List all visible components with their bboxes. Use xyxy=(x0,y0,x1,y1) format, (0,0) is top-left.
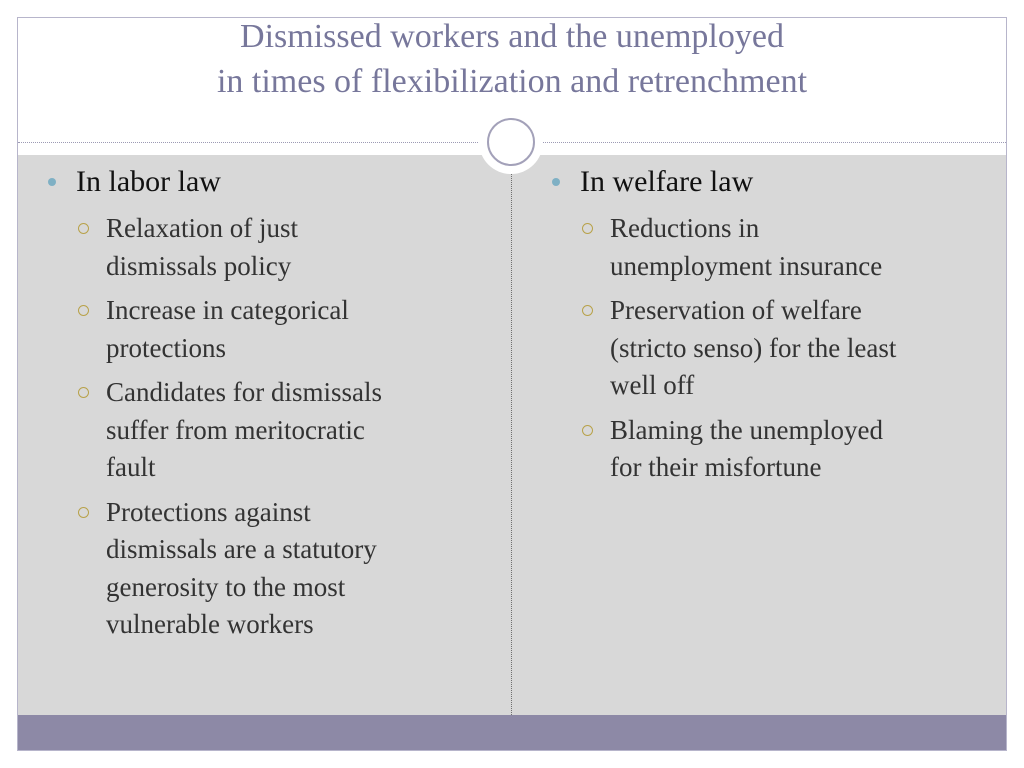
hollow-circle-icon xyxy=(78,387,89,398)
column-divider xyxy=(511,172,512,715)
footer-bar xyxy=(18,715,1006,750)
right-column xyxy=(544,162,1000,494)
left-column xyxy=(40,162,502,651)
left-item-list xyxy=(40,210,502,644)
list-item-text: Increase in categorical protections xyxy=(106,295,349,363)
right-heading-label: In welfare law xyxy=(580,165,754,198)
bullet-dot-icon xyxy=(48,178,56,186)
list-item xyxy=(544,412,1000,487)
list-item xyxy=(40,292,502,367)
list-item-text: Protections against dismissals are a statutory generosity to the most vulnerable workers xyxy=(106,496,377,639)
hollow-circle-icon xyxy=(78,507,89,518)
list-item-text: Blaming the unemployed for their misfortune xyxy=(610,414,883,482)
list-item xyxy=(544,292,1000,405)
list-item xyxy=(544,210,1000,285)
list-item xyxy=(40,210,502,285)
left-heading xyxy=(40,162,502,202)
left-heading-label: In labor law xyxy=(76,165,221,198)
list-item xyxy=(40,494,502,644)
hollow-circle-icon xyxy=(582,223,593,234)
slide-title: Dismissed workers and the unemployed in times of flexibilization and retrenchment xyxy=(216,18,808,100)
list-item-text: Relaxation of just dismissals policy xyxy=(106,213,298,281)
list-item xyxy=(40,374,502,487)
hollow-circle-icon xyxy=(78,305,89,316)
bullet-dot-icon xyxy=(552,178,560,186)
hollow-circle-icon xyxy=(582,425,593,436)
hollow-circle-icon xyxy=(582,305,593,316)
list-item-text: Candidates for dismissals suffer from meritocratic fault xyxy=(106,377,382,482)
list-item-text: Preservation of welfare (stricto senso) for the least well off xyxy=(610,295,897,400)
hollow-circle-icon xyxy=(78,223,89,234)
right-heading xyxy=(544,162,1000,202)
ring-ornament-icon xyxy=(487,118,535,166)
right-item-list xyxy=(544,210,1000,487)
list-item-text: Reductions in unemployment insurance xyxy=(610,213,883,281)
